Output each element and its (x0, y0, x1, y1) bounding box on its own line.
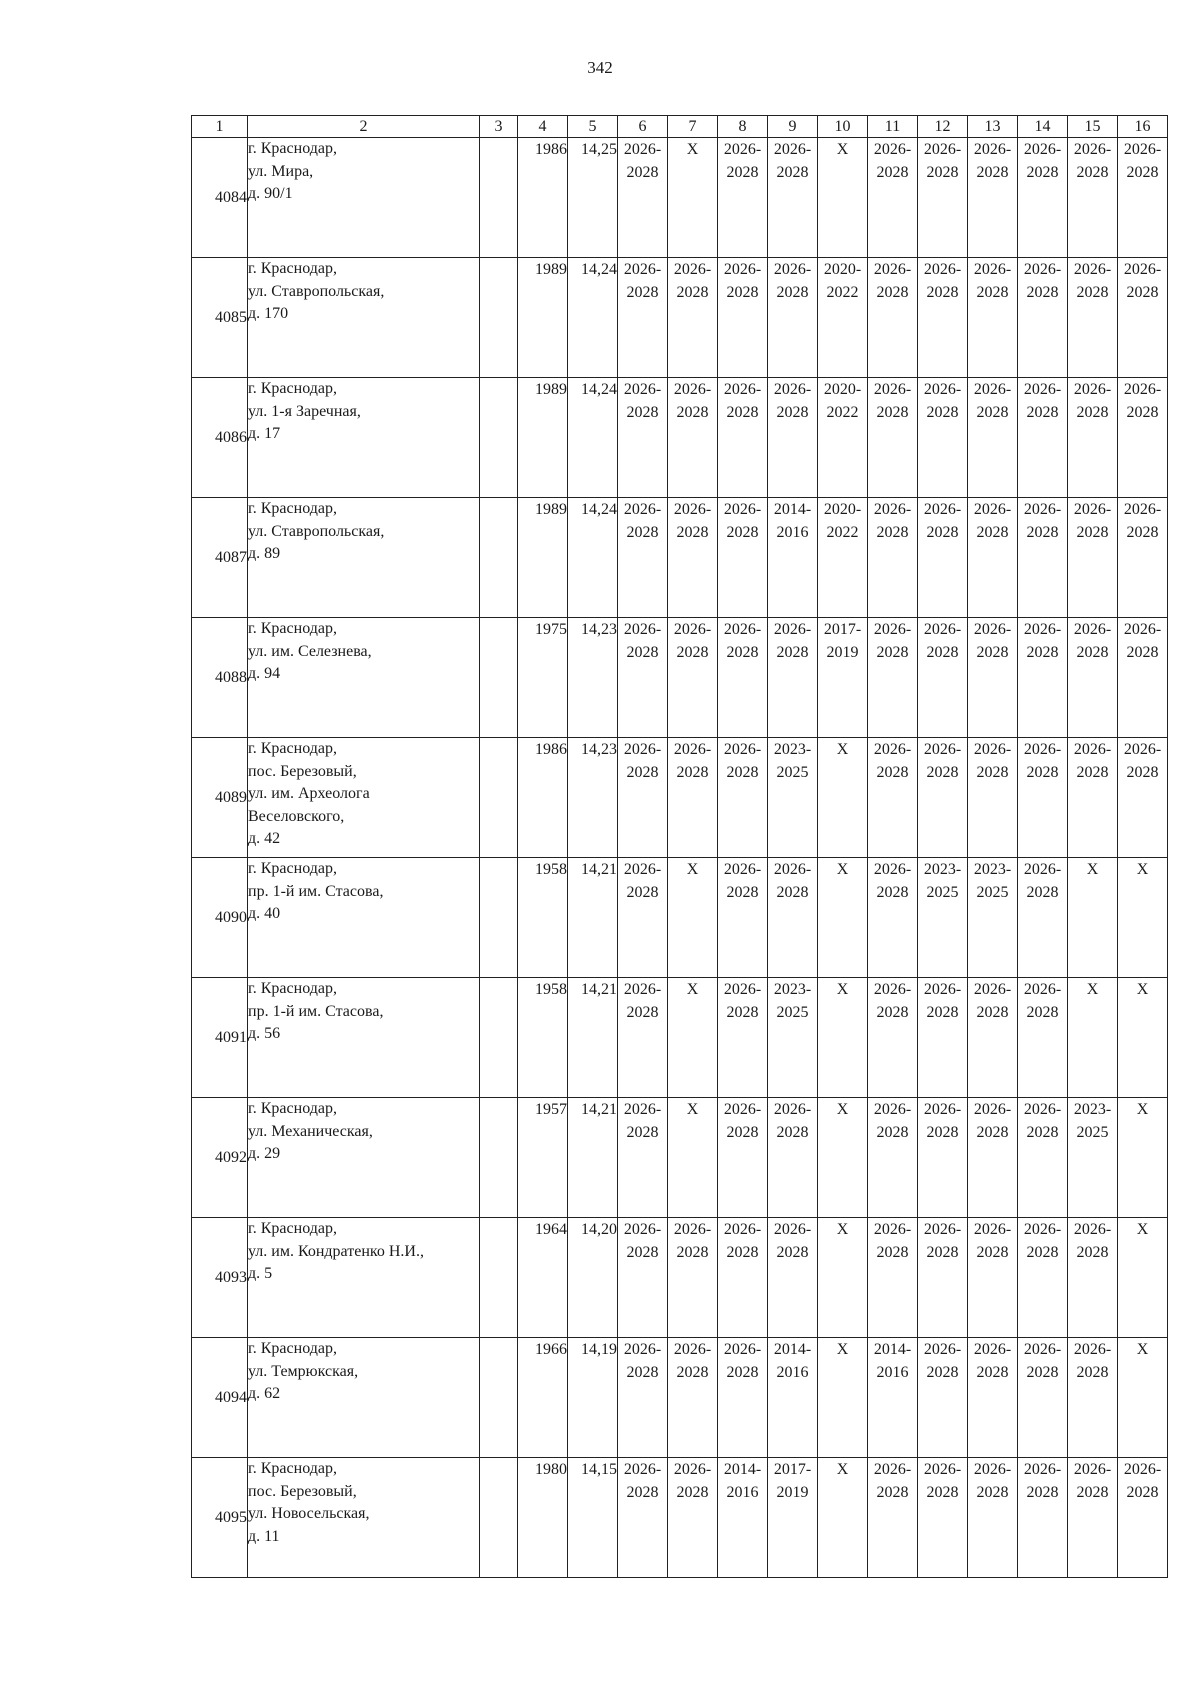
period-cell-col-13: 2026- 2028 (968, 378, 1018, 498)
column-header-12: 12 (918, 116, 968, 138)
table-row (192, 618, 1168, 738)
row-number: 4085 (192, 258, 248, 378)
period-cell-col-11: 2026- 2028 (868, 1458, 918, 1578)
year-cell: 1957 (518, 1098, 568, 1218)
address-line: г. Краснодар, (248, 380, 337, 397)
value-cell: 14,21 (568, 1098, 618, 1218)
row-number: 4093 (192, 1218, 248, 1338)
period-cell-col-16: 2026- 2028 (1118, 258, 1168, 378)
address-line: ул. им. Кондратенко Н.И., (248, 1242, 424, 1260)
period-cell-col-12: 2026- 2028 (918, 1098, 968, 1218)
period-cell-col-6: 2026- 2028 (618, 258, 668, 378)
column-3-cell (480, 1458, 518, 1578)
address-cell (248, 978, 480, 1098)
address-line: д. 170 (248, 305, 289, 322)
year-cell: 1989 (518, 258, 568, 378)
table-body (192, 138, 1168, 1578)
period-cell-col-8: 2026- 2028 (718, 1098, 768, 1218)
period-cell-col-10: 2017- 2019 (818, 618, 868, 738)
period-cell-col-6: 2026- 2028 (618, 858, 668, 978)
address-line: г. Краснодар, (248, 980, 337, 997)
period-cell-col-12: 2026- 2028 (918, 138, 968, 258)
period-cell-col-10: X (818, 858, 868, 978)
column-header-9: 9 (768, 116, 818, 138)
address-line: г. Краснодар, (248, 740, 337, 757)
address-line: г. Краснодар, (248, 860, 337, 877)
address-line: ул. Мира, (248, 162, 314, 180)
period-cell-col-7: 2026- 2028 (668, 738, 718, 858)
address-line: д. 56 (248, 1025, 281, 1042)
column-header-11: 11 (868, 116, 918, 138)
year-cell: 1966 (518, 1338, 568, 1458)
row-number: 4089 (192, 738, 248, 858)
year-cell: 1975 (518, 618, 568, 738)
address-cell (248, 1218, 480, 1338)
row-number: 4095 (192, 1458, 248, 1578)
period-cell-col-15: 2026- 2028 (1068, 1458, 1118, 1578)
table-row (192, 858, 1168, 978)
period-cell-col-11: 2026- 2028 (868, 138, 918, 258)
address-line: ул. Темрюкская, (248, 1362, 359, 1380)
column-3-cell (480, 1338, 518, 1458)
period-cell-col-9: 2026- 2028 (768, 258, 818, 378)
period-cell-col-6: 2026- 2028 (618, 738, 668, 858)
address-line: Веселовского, (248, 807, 345, 825)
address-line: д. 5 (248, 1265, 273, 1282)
period-cell-col-8: 2026- 2028 (718, 498, 768, 618)
period-cell-col-7: 2026- 2028 (668, 378, 718, 498)
address-line: ул. Ставропольская, (248, 282, 385, 300)
period-cell-col-6: 2026- 2028 (618, 1338, 668, 1458)
value-cell: 14,21 (568, 978, 618, 1098)
row-number: 4084 (192, 138, 248, 258)
period-cell-col-9: 2023- 2025 (768, 738, 818, 858)
period-cell-col-12: 2026- 2028 (918, 1218, 968, 1338)
table-row (192, 138, 1168, 258)
period-cell-col-7: X (668, 138, 718, 258)
period-cell-col-16: X (1118, 1098, 1168, 1218)
value-cell: 14,24 (568, 378, 618, 498)
year-cell: 1958 (518, 978, 568, 1098)
period-cell-col-13: 2026- 2028 (968, 738, 1018, 858)
table-row (192, 378, 1168, 498)
address-line: г. Краснодар, (248, 1340, 337, 1357)
year-cell: 1989 (518, 378, 568, 498)
period-cell-col-9: 2026- 2028 (768, 618, 818, 738)
row-number: 4092 (192, 1098, 248, 1218)
period-cell-col-6: 2026- 2028 (618, 138, 668, 258)
period-cell-col-16: 2026- 2028 (1118, 498, 1168, 618)
address-cell (248, 738, 480, 858)
value-cell: 14,24 (568, 498, 618, 618)
period-cell-col-14: 2026- 2028 (1018, 858, 1068, 978)
period-cell-col-16: X (1118, 858, 1168, 978)
period-cell-col-10: 2020- 2022 (818, 258, 868, 378)
value-cell: 14,23 (568, 738, 618, 858)
period-cell-col-11: 2026- 2028 (868, 498, 918, 618)
row-number: 4088 (192, 618, 248, 738)
period-cell-col-14: 2026- 2028 (1018, 738, 1068, 858)
period-cell-col-8: 2026- 2028 (718, 738, 768, 858)
table-row (192, 738, 1168, 858)
column-3-cell (480, 858, 518, 978)
period-cell-col-6: 2026- 2028 (618, 618, 668, 738)
value-cell: 14,25 (568, 138, 618, 258)
period-cell-col-7: X (668, 858, 718, 978)
period-cell-col-11: 2014- 2016 (868, 1338, 918, 1458)
address-cell (248, 378, 480, 498)
period-cell-col-15: 2026- 2028 (1068, 618, 1118, 738)
column-header-6: 6 (618, 116, 668, 138)
period-cell-col-12: 2026- 2028 (918, 1458, 968, 1578)
period-cell-col-15: 2026- 2028 (1068, 258, 1118, 378)
period-cell-col-11: 2026- 2028 (868, 618, 918, 738)
table-row (192, 1098, 1168, 1218)
period-cell-col-13: 2026- 2028 (968, 978, 1018, 1098)
period-cell-col-9: 2014- 2016 (768, 1338, 818, 1458)
column-header-2: 2 (248, 116, 480, 138)
table-row (192, 1218, 1168, 1338)
period-cell-col-10: X (818, 1338, 868, 1458)
period-cell-col-13: 2026- 2028 (968, 258, 1018, 378)
address-line: ул. Новосельская, (248, 1505, 370, 1522)
period-cell-col-8: 2014- 2016 (718, 1458, 768, 1578)
period-cell-col-16: 2026- 2028 (1118, 738, 1168, 858)
period-cell-col-9: 2026- 2028 (768, 1098, 818, 1218)
period-cell-col-16: X (1118, 1338, 1168, 1458)
address-cell (248, 1458, 480, 1578)
address-line: д. 17 (248, 425, 281, 442)
period-cell-col-7: 2026- 2028 (668, 1218, 718, 1338)
address-line: г. Краснодар, (248, 140, 337, 157)
column-3-cell (480, 258, 518, 378)
value-cell: 14,19 (568, 1338, 618, 1458)
period-cell-col-15: 2026- 2028 (1068, 1218, 1118, 1338)
address-line: пр. 1-й им. Стасова, (248, 1002, 384, 1020)
period-cell-col-9: 2017- 2019 (768, 1458, 818, 1578)
address-line: д. 94 (248, 665, 281, 682)
period-cell-col-12: 2026- 2028 (918, 258, 968, 378)
period-cell-col-6: 2026- 2028 (618, 978, 668, 1098)
column-3-cell (480, 1218, 518, 1338)
period-cell-col-12: 2026- 2028 (918, 378, 968, 498)
period-cell-col-15: 2026- 2028 (1068, 378, 1118, 498)
period-cell-col-11: 2026- 2028 (868, 978, 918, 1098)
page-number: 342 (587, 58, 613, 77)
period-cell-col-12: 2026- 2028 (918, 978, 968, 1098)
period-cell-col-8: 2026- 2028 (718, 978, 768, 1098)
row-number: 4087 (192, 498, 248, 618)
address-line: ул. 1-я Заречная, (248, 402, 361, 420)
column-header-7: 7 (668, 116, 718, 138)
period-cell-col-13: 2026- 2028 (968, 138, 1018, 258)
period-cell-col-15: 2026- 2028 (1068, 498, 1118, 618)
year-cell: 1989 (518, 498, 568, 618)
period-cell-col-15: 2023- 2025 (1068, 1098, 1118, 1218)
address-line: ул. им. Селезнева, (248, 642, 372, 660)
address-line: пр. 1-й им. Стасова, (248, 882, 384, 900)
column-header-10: 10 (818, 116, 868, 138)
period-cell-col-12: 2023- 2025 (918, 858, 968, 978)
period-cell-col-6: 2026- 2028 (618, 378, 668, 498)
value-cell: 14,21 (568, 858, 618, 978)
period-cell-col-11: 2026- 2028 (868, 1218, 918, 1338)
period-cell-col-7: 2026- 2028 (668, 1458, 718, 1578)
period-cell-col-6: 2026- 2028 (618, 1458, 668, 1578)
period-cell-col-14: 2026- 2028 (1018, 1458, 1068, 1578)
year-cell: 1986 (518, 738, 568, 858)
value-cell: 14,24 (568, 258, 618, 378)
period-cell-col-11: 2026- 2028 (868, 378, 918, 498)
period-cell-col-13: 2026- 2028 (968, 618, 1018, 738)
period-cell-col-8: 2026- 2028 (718, 1338, 768, 1458)
column-header-8: 8 (718, 116, 768, 138)
period-cell-col-6: 2026- 2028 (618, 498, 668, 618)
value-cell: 14,23 (568, 618, 618, 738)
period-cell-col-14: 2026- 2028 (1018, 498, 1068, 618)
address-line: ул. им. Археолога (248, 785, 370, 802)
period-cell-col-9: 2014- 2016 (768, 498, 818, 618)
row-number: 4086 (192, 378, 248, 498)
table-row (192, 498, 1168, 618)
housing-register-table (191, 115, 1168, 1578)
period-cell-col-14: 2026- 2028 (1018, 978, 1068, 1098)
period-cell-col-16: X (1118, 1218, 1168, 1338)
period-cell-col-10: X (818, 738, 868, 858)
table-row (192, 1458, 1168, 1578)
column-3-cell (480, 618, 518, 738)
period-cell-col-7: 2026- 2028 (668, 618, 718, 738)
period-cell-col-11: 2026- 2028 (868, 258, 918, 378)
address-line: г. Краснодар, (248, 500, 337, 517)
period-cell-col-10: X (818, 978, 868, 1098)
address-line: д. 40 (248, 905, 281, 922)
period-cell-col-15: 2026- 2028 (1068, 138, 1118, 258)
period-cell-col-8: 2026- 2028 (718, 618, 768, 738)
table-row (192, 978, 1168, 1098)
period-cell-col-11: 2026- 2028 (868, 858, 918, 978)
period-cell-col-13: 2026- 2028 (968, 1458, 1018, 1578)
column-3-cell (480, 138, 518, 258)
period-cell-col-12: 2026- 2028 (918, 498, 968, 618)
address-line: д. 90/1 (248, 185, 293, 202)
value-cell: 14,20 (568, 1218, 618, 1338)
row-number: 4091 (192, 978, 248, 1098)
table-row (192, 1338, 1168, 1458)
period-cell-col-7: X (668, 978, 718, 1098)
header-row (192, 116, 1168, 138)
period-cell-col-11: 2026- 2028 (868, 738, 918, 858)
period-cell-col-8: 2026- 2028 (718, 1218, 768, 1338)
period-cell-col-15: X (1068, 978, 1118, 1098)
period-cell-col-15: X (1068, 858, 1118, 978)
address-line: д. 62 (248, 1385, 281, 1402)
address-line: ул. Механическая, (248, 1122, 373, 1140)
period-cell-col-14: 2026- 2028 (1018, 1218, 1068, 1338)
period-cell-col-10: X (818, 1098, 868, 1218)
period-cell-col-14: 2026- 2028 (1018, 618, 1068, 738)
address-cell (248, 618, 480, 738)
address-cell (248, 258, 480, 378)
period-cell-col-12: 2026- 2028 (918, 738, 968, 858)
period-cell-col-13: 2026- 2028 (968, 1098, 1018, 1218)
column-header-13: 13 (968, 116, 1018, 138)
period-cell-col-7: 2026- 2028 (668, 258, 718, 378)
address-line: ул. Ставропольская, (248, 522, 385, 540)
period-cell-col-14: 2026- 2028 (1018, 378, 1068, 498)
address-line: д. 11 (248, 1527, 280, 1545)
address-line: г. Краснодар, (248, 620, 337, 637)
column-header-14: 14 (1018, 116, 1068, 138)
period-cell-col-8: 2026- 2028 (718, 258, 768, 378)
column-header-5: 5 (568, 116, 618, 138)
period-cell-col-9: 2026- 2028 (768, 858, 818, 978)
period-cell-col-14: 2026- 2028 (1018, 258, 1068, 378)
period-cell-col-9: 2026- 2028 (768, 1218, 818, 1338)
period-cell-col-7: X (668, 1098, 718, 1218)
period-cell-col-16: 2026- 2028 (1118, 378, 1168, 498)
period-cell-col-16: 2026- 2028 (1118, 618, 1168, 738)
period-cell-col-12: 2026- 2028 (918, 618, 968, 738)
period-cell-col-9: 2023- 2025 (768, 978, 818, 1098)
table-row (192, 258, 1168, 378)
address-line: г. Краснодар, (248, 260, 337, 277)
address-line: пос. Березовый, (248, 1482, 357, 1500)
period-cell-col-9: 2026- 2028 (768, 378, 818, 498)
column-3-cell (480, 1098, 518, 1218)
address-cell (248, 1098, 480, 1218)
value-cell: 14,15 (568, 1458, 618, 1578)
column-3-cell (480, 498, 518, 618)
period-cell-col-6: 2026- 2028 (618, 1098, 668, 1218)
period-cell-col-13: 2026- 2028 (968, 498, 1018, 618)
period-cell-col-8: 2026- 2028 (718, 138, 768, 258)
address-line: г. Краснодар, (248, 1220, 337, 1237)
period-cell-col-11: 2026- 2028 (868, 1098, 918, 1218)
period-cell-col-16: X (1118, 978, 1168, 1098)
year-cell: 1964 (518, 1218, 568, 1338)
column-header-4: 4 (518, 116, 568, 138)
period-cell-col-8: 2026- 2028 (718, 378, 768, 498)
column-header-16: 16 (1118, 116, 1168, 138)
period-cell-col-14: 2026- 2028 (1018, 1098, 1068, 1218)
period-cell-col-15: 2026- 2028 (1068, 1338, 1118, 1458)
period-cell-col-16: 2026- 2028 (1118, 138, 1168, 258)
address-line: д. 29 (248, 1145, 281, 1162)
address-cell (248, 1338, 480, 1458)
row-number: 4090 (192, 858, 248, 978)
period-cell-col-13: 2026- 2028 (968, 1338, 1018, 1458)
period-cell-col-10: 2020- 2022 (818, 378, 868, 498)
year-cell: 1980 (518, 1458, 568, 1578)
period-cell-col-13: 2023- 2025 (968, 858, 1018, 978)
address-line: д. 89 (248, 545, 281, 562)
period-cell-col-10: 2020- 2022 (818, 498, 868, 618)
column-3-cell (480, 738, 518, 858)
period-cell-col-14: 2026- 2028 (1018, 138, 1068, 258)
address-line: д. 42 (248, 830, 281, 847)
period-cell-col-9: 2026- 2028 (768, 138, 818, 258)
period-cell-col-10: X (818, 1218, 868, 1338)
period-cell-col-8: 2026- 2028 (718, 858, 768, 978)
period-cell-col-7: 2026- 2028 (668, 1338, 718, 1458)
period-cell-col-13: 2026- 2028 (968, 1218, 1018, 1338)
column-3-cell (480, 378, 518, 498)
period-cell-col-6: 2026- 2028 (618, 1218, 668, 1338)
period-cell-col-12: 2026- 2028 (918, 1338, 968, 1458)
column-header-3: 3 (480, 116, 518, 138)
period-cell-col-14: 2026- 2028 (1018, 1338, 1068, 1458)
period-cell-col-16: 2026- 2028 (1118, 1458, 1168, 1578)
period-cell-col-10: X (818, 1458, 868, 1578)
address-cell (248, 858, 480, 978)
address-cell (248, 498, 480, 618)
column-header-1: 1 (192, 116, 248, 138)
period-cell-col-15: 2026- 2028 (1068, 738, 1118, 858)
address-cell (248, 138, 480, 258)
period-cell-col-10: X (818, 138, 868, 258)
address-line: г. Краснодар, (248, 1460, 337, 1477)
period-cell-col-7: 2026- 2028 (668, 498, 718, 618)
year-cell: 1958 (518, 858, 568, 978)
column-header-15: 15 (1068, 116, 1118, 138)
row-number: 4094 (192, 1338, 248, 1458)
address-line: пос. Березовый, (248, 762, 357, 780)
address-line: г. Краснодар, (248, 1100, 337, 1117)
year-cell: 1986 (518, 138, 568, 258)
column-3-cell (480, 978, 518, 1098)
